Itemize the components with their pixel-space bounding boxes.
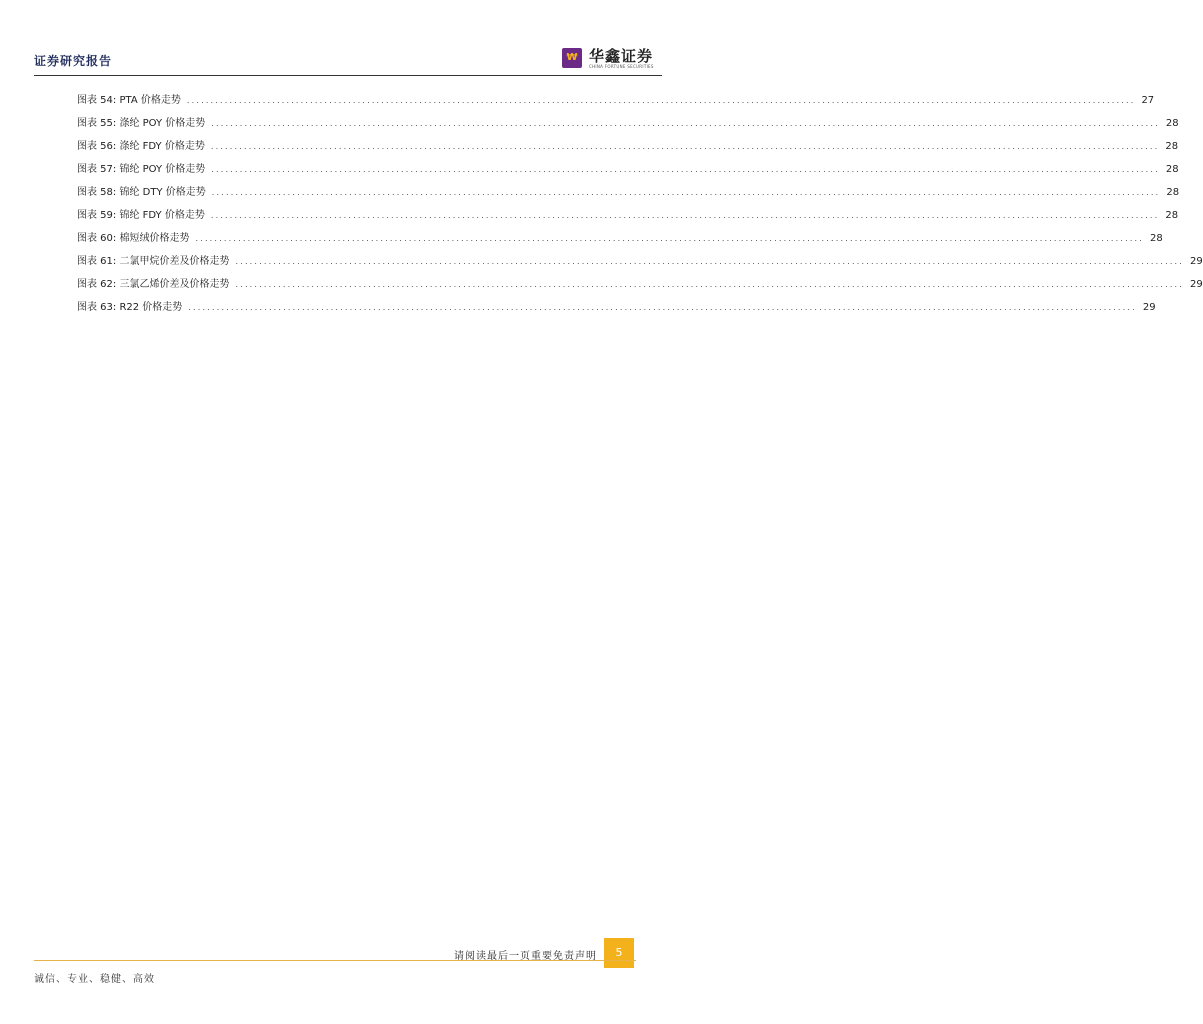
toc-entry-page: 28 [1165, 118, 1179, 129]
logo-name: 华鑫证券 [589, 47, 654, 65]
toc-leader-dots: ........................................................................................................................................................................................................ [211, 119, 1160, 128]
toc-entry[interactable] [77, 229, 1163, 252]
footer-motto: 诚信、专业、稳健、高效 [34, 974, 155, 985]
toc-entry[interactable] [77, 91, 1155, 114]
toc-entry-label: 图表 59: 锦纶 FDY 价格走势 [77, 210, 205, 221]
toc-leader-dots: ........................................................................................................................................................................................................ [235, 257, 1185, 266]
toc-entry[interactable] [77, 298, 1156, 321]
toc-entry[interactable] [77, 183, 1180, 206]
toc-entry-page: 29 [1190, 279, 1203, 290]
toc-entry-page: 28 [1165, 210, 1179, 221]
toc-entry-label: 图表 56: 涤纶 FDY 价格走势 [77, 141, 205, 152]
toc-entry-page: 29 [1190, 256, 1203, 267]
logo-mark-icon: ₩ [562, 48, 582, 68]
toc-entry[interactable] [77, 252, 1203, 275]
header-divider [34, 75, 662, 76]
toc-entry-label: 图表 58: 锦纶 DTY 价格走势 [77, 187, 206, 198]
toc-leader-dots: ........................................................................................................................................................................................................ [211, 165, 1160, 174]
toc-entry[interactable] [77, 114, 1179, 137]
toc-leader-dots: ........................................................................................................................................................................................................ [186, 96, 1136, 105]
toc-entry[interactable] [77, 206, 1179, 229]
toc-leader-dots: ........................................................................................................................................................................................................ [210, 142, 1160, 151]
footer-divider [34, 960, 636, 961]
toc-entry[interactable] [77, 275, 1203, 298]
toc-entry-page: 28 [1150, 233, 1163, 244]
toc-entry-label: 图表 54: PTA 价格走势 [77, 95, 181, 106]
toc-entry-page: 28 [1165, 164, 1179, 175]
toc-leader-dots: ........................................................................................................................................................................................................ [211, 188, 1161, 197]
toc-entry-label: 图表 63: R22 价格走势 [77, 302, 183, 313]
figure-list [77, 91, 1203, 321]
toc-entry-page: 29 [1142, 302, 1156, 313]
toc-entry-label: 图表 61: 二氯甲烷价差及价格走势 [77, 256, 230, 267]
toc-entry-label: 图表 57: 锦纶 POY 价格走势 [77, 164, 206, 175]
toc-leader-dots: ........................................................................................................................................................................................................ [235, 280, 1185, 289]
toc-entry-page: 28 [1166, 187, 1180, 198]
toc-entry[interactable] [77, 137, 1179, 160]
toc-entry-page: 27 [1141, 95, 1155, 106]
logo-subtitle: CHINA FORTUNE SECURITIES [589, 64, 654, 69]
toc-entry-label: 图表 60: 棉短绒价格走势 [77, 233, 190, 244]
page-number-badge: 5 [604, 938, 634, 968]
toc-entry-label: 图表 62: 三氯乙烯价差及价格走势 [77, 279, 230, 290]
report-type-label: 证券研究报告 [34, 54, 113, 68]
disclaimer-note: 请阅读最后一页重要免责声明 [454, 951, 597, 962]
toc-leader-dots: ........................................................................................................................................................................................................ [195, 234, 1145, 243]
toc-leader-dots: ........................................................................................................................................................................................................ [210, 211, 1160, 220]
toc-leader-dots: ........................................................................................................................................................................................................ [188, 303, 1137, 312]
toc-entry-page: 28 [1165, 141, 1179, 152]
company-logo [562, 46, 662, 72]
toc-entry[interactable] [77, 160, 1179, 183]
toc-entry-label: 图表 55: 涤纶 POY 价格走势 [77, 118, 206, 129]
